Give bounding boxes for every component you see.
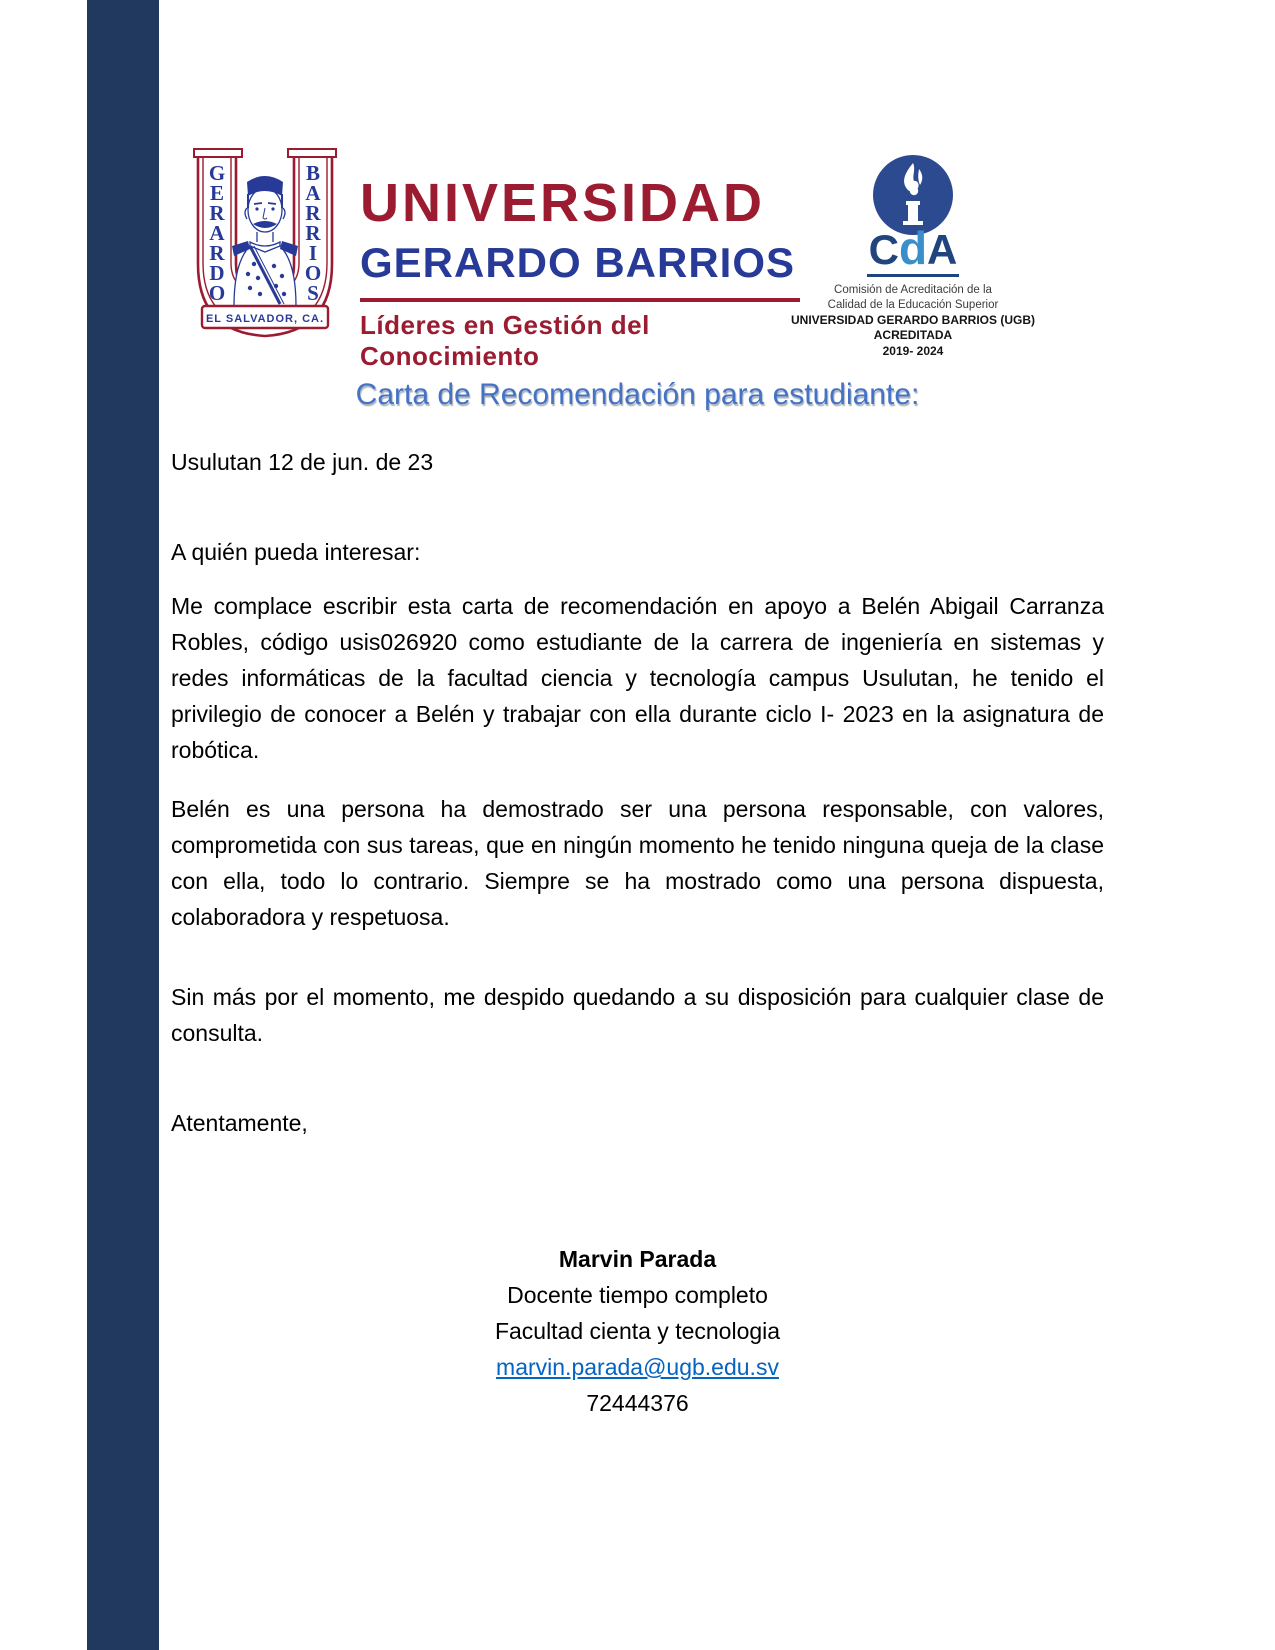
svg-text:I: I: [308, 241, 318, 265]
cda-underline: [867, 274, 959, 277]
left-accent-band: [87, 0, 159, 1650]
cda-letter-d: d: [898, 222, 928, 274]
svg-text:S: S: [307, 281, 319, 305]
svg-text:A: A: [209, 221, 225, 245]
university-wordmark: [360, 173, 820, 372]
shield-right-letters: [305, 161, 322, 305]
svg-text:R: R: [209, 241, 225, 265]
wordmark-tagline: Líderes en Gestión del Conocimiento: [360, 310, 650, 371]
cda-letter-a: A: [927, 226, 958, 273]
svg-text:R: R: [305, 221, 321, 245]
cda-acronym: [788, 222, 1038, 274]
svg-text:O: O: [304, 261, 322, 285]
svg-text:E: E: [209, 181, 225, 205]
accreditation-line-1: Comisión de Acreditación de la: [834, 284, 992, 296]
gerardo-barrios-portrait: [232, 176, 298, 306]
accreditation-logo: [788, 155, 1038, 360]
signature-faculty: Facultad cienta y tecnologia: [494, 1318, 781, 1344]
svg-text:O: O: [208, 281, 226, 305]
signature-block: [171, 1241, 1104, 1421]
wordmark-gerardo-barrios: GERARDO BARRIOS: [360, 239, 796, 286]
email-link[interactable]: marvin.parada@ugb.edu.sv: [496, 1354, 779, 1380]
svg-text:D: D: [209, 261, 225, 285]
svg-text:R: R: [209, 201, 225, 225]
signature-name: Marvin Parada: [558, 1246, 717, 1272]
letter-title: Carta de Recomendación para estudiante:: [355, 378, 920, 411]
svg-text:R: R: [305, 201, 321, 225]
svg-text:B: B: [305, 161, 321, 185]
accreditation-line-5: 2019- 2024: [882, 344, 944, 359]
letter-body: [171, 448, 1104, 1421]
shield-left-letters: [209, 161, 226, 305]
accreditation-line-3: UNIVERSIDAD GERARDO BARRIOS (UGB): [790, 312, 1035, 327]
paragraph-2: Belén es una persona ha demostrado ser una persona responsable, con valores, comprometida con sus tareas, que en ningún momento he tenido ninguna queja de la clase con ella, todo lo contrario. Siempre se ha mostrado como una persona dispuesta, colaboradora y respetuosa.: [171, 796, 1104, 930]
cda-letter-c: C: [868, 226, 899, 273]
salutation: A quién pueda interesar:: [171, 539, 421, 565]
accreditation-line-4: ACREDITADA: [873, 328, 953, 343]
closing: Atentamente,: [171, 1110, 308, 1136]
wordmark-universidad: UNIVERSIDAD: [360, 173, 766, 233]
accreditation-line-2: Calidad de la Educación Superior: [827, 298, 999, 311]
svg-text:A: A: [305, 181, 321, 205]
paragraph-1: Me complace escribir esta carta de recomendación en apoyo a Belén Abigail Carranza Robles, código usis026920 como estudiante de la carrera de ingeniería en sistemas y redes informáticas de la facultad ciencia y tecnología campus Usulutan, he tenido el privilegio de conocer a Belén y trabajar con ella durante ciclo I- 2023 en la asignatura de robótica.: [171, 593, 1104, 763]
shield-banner-text: EL SALVADOR, CA.: [205, 313, 325, 325]
ugb-shield-logo: [190, 146, 340, 344]
signature-role: Docente tiempo completo: [507, 1282, 768, 1308]
wordmark-rule: [360, 298, 800, 302]
svg-text:G: G: [208, 161, 226, 185]
signature-phone: 72444376: [586, 1390, 689, 1416]
paragraph-3: Sin más por el momento, me despido quedando a su disposición para cualquier clase de consulta.: [171, 984, 1104, 1046]
date-line: Usulutan 12 de jun. de 23: [171, 449, 434, 475]
